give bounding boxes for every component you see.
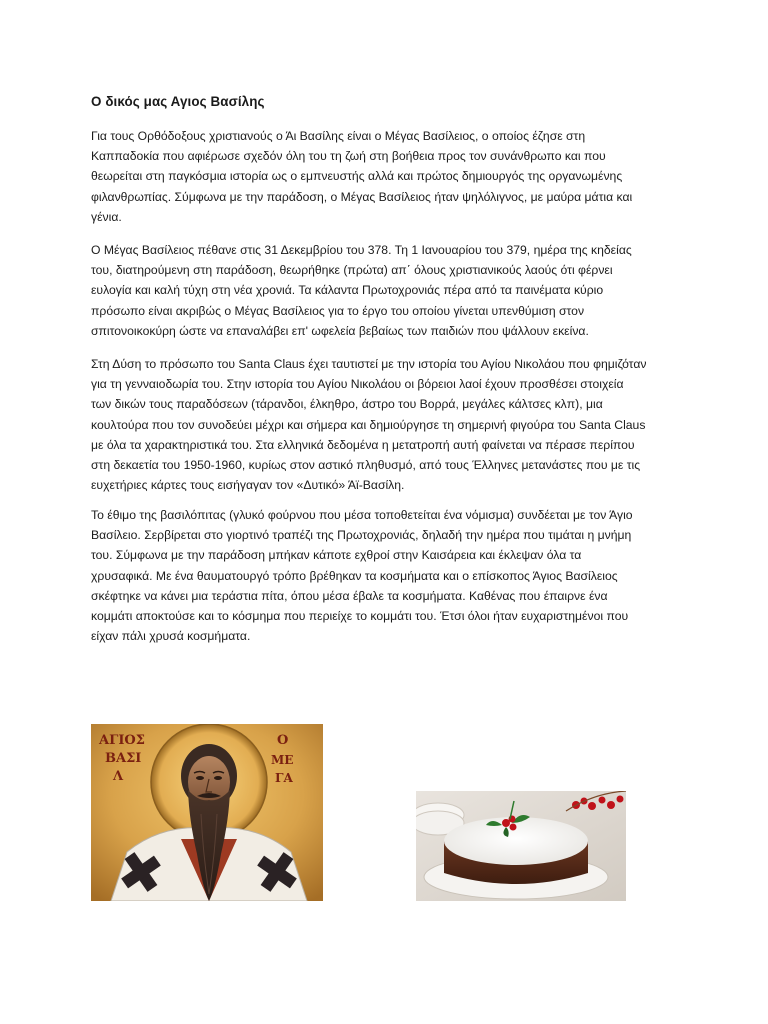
svg-text:Ο: Ο: [277, 733, 289, 748]
text-line: Στη Δύση το πρόσωπο του Santa Claus έχει ταυτιστεί με την ιστορία του Αγίου Νικολάου που φημιζόταν: [91, 357, 647, 371]
svg-text:ΒΑΣΙ: ΒΑΣΙ: [105, 751, 142, 766]
text-line: Για τους Ορθόδοξους χριστιανούς ο Άι Βασίλης είναι ο Μέγας Βασίλειος, ο οποίος έζησε στη: [91, 129, 586, 143]
text-line: πρόσωπο είναι ακριβώς ο Μέγας Βασίλειος για το έργο του οποίου γίνεται υπενθύμιση στον: [91, 303, 585, 318]
text-line: στη δεκαετία του 1950-1960, κυρίως στον αστικό πληθυσμό, από τους Έλληνες μετανάστες που με τις: [91, 458, 641, 473]
text-line: των δικών τους παραδόσεων (τάρανδοι, έλκηθρο, άστρο του Βορρά, μεγάλες κάλτσες κλπ), μια: [91, 397, 603, 412]
text-line: σκέφτηκε να κάνει μια τεράστια πίτα, όπου μέσα έβαλε τα κοσμήματα. Καθένας που έπαιρνε ένα: [91, 588, 608, 603]
text-line: Ο Μέγας Βασίλειος πέθανε στις 31 Δεκεμβρίου του 378. Τη 1 Ιανουαρίου του 379, ημέρα της κηδείας: [91, 243, 632, 257]
svg-text:ΓΑ: ΓΑ: [275, 771, 293, 785]
svg-text:Λ: Λ: [113, 769, 124, 784]
text-line: γένια.: [91, 209, 122, 224]
paragraph-4: [91, 505, 657, 646]
paragraph-2: [91, 240, 657, 341]
text-line: είχαν πάλι χρυσά κοσμήματα.: [91, 629, 251, 644]
saint-basil-icon-image: [91, 724, 323, 901]
text-line: Βασίλειο. Σερβίρεται στο γιορτινό τραπέζι της Πρωτοχρονιάς, δηλαδή την ημέρα που τιμάται η μνήμη: [91, 528, 632, 543]
text-line: σπιτονοικοκύρη ώστε να επαναλάβει επ' ωφελεία βεβαίως των παιδιών που ψάλλουν εκείνα.: [91, 323, 589, 338]
text-line: κομμάτι αποκτούσε και το κόσμημα που περιείχε το κομμάτι του. Έτσι όλοι ήταν ευχαριστημένοι που: [91, 609, 629, 624]
document-title: Ο δικός μας Αγιος Βασίλης: [91, 94, 265, 109]
text-line: του, διατηρούμενη στη παράδοση, θεωρήθηκε (πρώτα) απ΄ όλους χριστιανικούς λαούς ότι φέρνει: [91, 263, 613, 278]
svg-text:ΑΓΙΟΣ: ΑΓΙΟΣ: [99, 733, 145, 748]
text-line: κουλτούρα που τον συνοδεύει μέχρι και σήμερα και δημιούργησε τη σημερινή φιγούρα του Santa Claus: [91, 417, 646, 432]
text-line: Το έθιμο της βασιλόπιτας (γλυκό φούρνου που μέσα τοποθετείται ένα νόμισμα) συνδέεται με τον Άγιο: [91, 508, 633, 522]
paragraph-3: [91, 354, 657, 495]
svg-text:ΜΕ: ΜΕ: [271, 753, 294, 767]
text-line: ευλογία και καλή τύχη στη νέα χρονιά. Τα κάλαντα Πρωτοχρονιάς πέρα από τα παινέματα κύριο: [91, 283, 604, 298]
text-line: θεωρείται στη παγκόσμια ιστορία ως ο εμπνευστής αλλά και πρώτος δημιουργός της οργανωμένης: [91, 169, 623, 184]
paragraph-1: [91, 126, 657, 227]
vasilopita-cake-image: [416, 791, 626, 901]
text-line: για τη γενναιοδωρία του. Στην ιστορία του Αγίου Νικολάου οι βόρειοι λαοί έχουν προσθέσει στοιχεία: [91, 377, 624, 392]
text-line: του. Σύμφωνα με την παράδοση μπήκαν κάποτε εχθροί στην Καισάρεια και έκλεψαν όλα τα: [91, 548, 582, 563]
text-line: με όλα τα χαρακτηριστικά του. Στα ελληνικά δεδομένα η μετατροπή αυτή φαίνεται να πέρασε περίπου: [91, 437, 635, 452]
text-line: Καππαδοκία που αφιέρωσε σχεδόν όλη του τη ζωή στη βοήθεια προς τον συνάνθρωπο και που: [91, 149, 606, 164]
text-line: χρυσαφικά. Με ένα θαυματουργό τρόπο βρέθηκαν τα κοσμήματα και ο επίσκοπος Άγιος Βασίλειος: [91, 568, 618, 583]
text-line: φιλανθρωπίας. Σύμφωνα με την παράδοση, ο Μέγας Βασίλειος ήταν ψηλόλιγνος, με μαύρα μάτια και: [91, 189, 633, 204]
text-line: ευχετήριες κάρτες τους εισήγαγαν τον «Δυτικό» Άϊ-Βασίλη.: [91, 478, 405, 493]
